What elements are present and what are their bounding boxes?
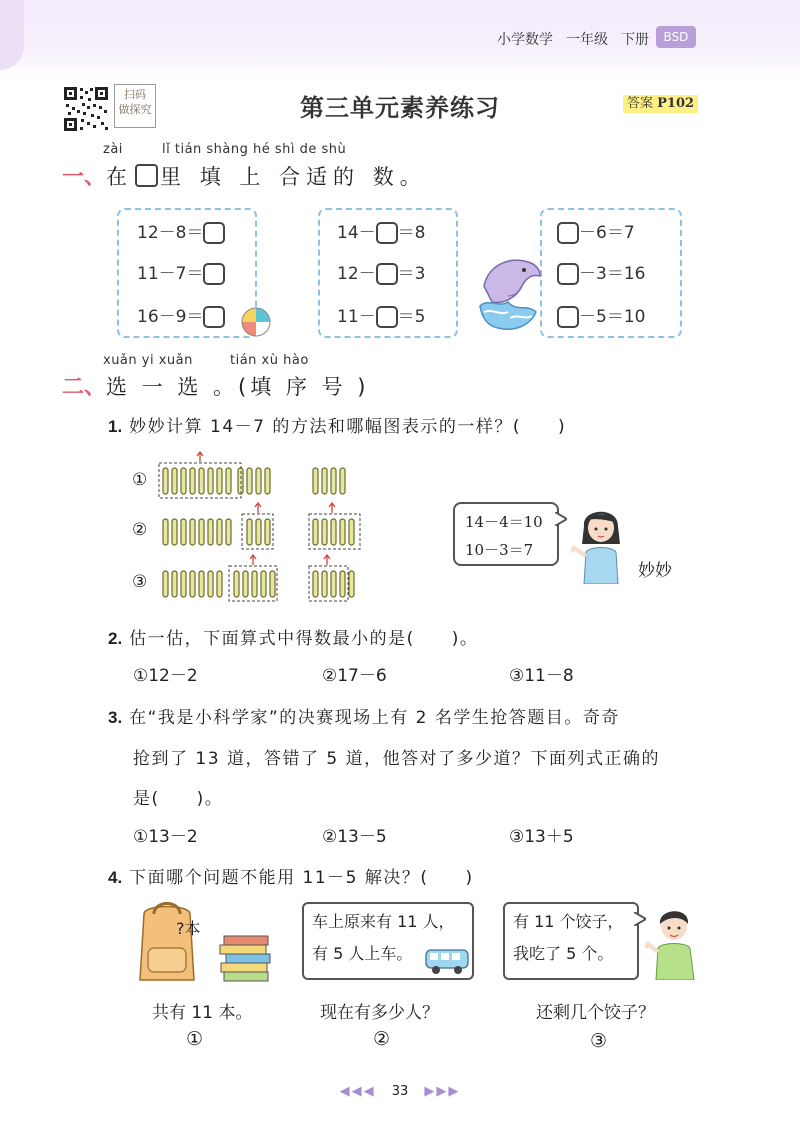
stick-row-2 — [163, 503, 360, 549]
equation: 11－7＝ — [137, 259, 225, 285]
option-label[interactable]: ②13－5 — [322, 827, 387, 847]
equation: －3＝16 — [557, 259, 645, 285]
page-number: 33 — [391, 1084, 409, 1099]
caption-3: 还剩几个饺子？ — [536, 1003, 655, 1023]
character-name: 妙妙 — [638, 561, 672, 581]
equation: －5＝10 — [557, 302, 645, 328]
bus-icon — [424, 948, 470, 976]
option-label[interactable]: ①12－2 — [133, 666, 198, 686]
caption-2: 现在有多少人？ — [320, 1003, 439, 1023]
question-card-3: 有 11 个饺子， 我吃了 5 个。 — [503, 902, 639, 980]
question-2: 2. 估一估，下面算式中得数最小的是( )。 — [108, 629, 479, 649]
question-3-line3: 是( )。 — [133, 789, 224, 809]
stick-row-1 — [159, 452, 345, 498]
option-label[interactable]: ② — [132, 520, 148, 540]
pinyin-zai: zài — [103, 142, 123, 157]
equation: 16－9＝ — [137, 302, 225, 328]
pinyin-section1: lǐ tián shàng hé shì de shù — [162, 142, 347, 157]
equation: 11－ ＝5 — [337, 307, 426, 327]
option-label[interactable]: ②17－6 — [322, 666, 387, 686]
girl-icon — [570, 500, 632, 584]
answer-box[interactable] — [557, 222, 579, 244]
speech-bubble: 14－4＝10 10－3＝7 — [453, 502, 559, 566]
backpack-books-icon — [128, 902, 274, 986]
bubble-tail — [555, 512, 567, 526]
header-volume: 下册 — [621, 32, 649, 48]
header-subject: 小学数学 — [497, 32, 553, 48]
equation: －6＝7 — [557, 218, 635, 244]
stick-row-3 — [163, 555, 354, 601]
answer-box[interactable] — [376, 263, 398, 285]
answer-box[interactable] — [557, 263, 579, 285]
question-3: 3. 在“我是小科学家”的决赛现场上有 2 名学生抢答题目。奇奇 — [108, 708, 620, 728]
option-label[interactable]: ② — [373, 1028, 391, 1050]
answer-box[interactable] — [203, 306, 225, 328]
dolphin-icon — [474, 246, 546, 336]
header-grade: 一年级 — [566, 32, 608, 48]
page-footer — [0, 1084, 800, 1099]
section1-heading: 一、在 里 填 上 合适的 数。 — [62, 165, 427, 190]
answer-box[interactable] — [203, 263, 225, 285]
section2-number: 二、 — [62, 375, 107, 400]
option-label[interactable]: ① — [186, 1028, 204, 1050]
pinyin-section2b: tián xù hào — [230, 353, 309, 368]
option-label[interactable]: ①13－2 — [133, 827, 198, 847]
question-1: 1. 妙妙计算 14－7 的方法和哪幅图表示的一样？( ) — [108, 417, 567, 437]
box-icon — [135, 164, 158, 187]
question-4: 4. 下面哪个问题不能用 11－5 解决？( ) — [108, 868, 474, 888]
answer-box[interactable] — [557, 306, 579, 328]
next-arrows-icon[interactable]: ▶▶▶ — [424, 1084, 461, 1099]
equation: 12－ ＝3 — [337, 264, 426, 284]
answer-box[interactable] — [203, 222, 225, 244]
beach-ball-icon — [240, 306, 272, 338]
equation: 14－ ＝8 — [337, 223, 426, 243]
question-3-line2: 抢到了 13 道，答错了 5 道，他答对了多少道？下面列式正确的 — [133, 749, 661, 769]
option-label[interactable]: ③ — [590, 1030, 608, 1052]
answer-box[interactable] — [376, 222, 398, 244]
caption-1: 共有 11 本。 — [152, 1003, 253, 1023]
page-title: 第三单元素养练习 — [300, 94, 500, 122]
option-label[interactable]: ③ — [132, 572, 148, 592]
option-label[interactable]: ③11－8 — [509, 666, 574, 686]
bag-label: ?本 — [176, 919, 201, 938]
equation: 12－8＝ — [137, 218, 225, 244]
answer-badge[interactable]: 答案 P102 — [623, 95, 698, 113]
stick-diagrams — [155, 448, 375, 608]
section1-number: 一、 — [62, 165, 107, 190]
option-label[interactable]: ① — [132, 470, 148, 490]
answer-box[interactable] — [376, 306, 398, 328]
option-label[interactable]: ③13＋5 — [509, 827, 574, 847]
section2-heading: 二、选 一 选 。(填 序 号 ) — [62, 375, 370, 400]
boy-icon — [644, 904, 700, 980]
question-card-2: 车上原来有 11 人， 有 5 人上车。 — [302, 902, 474, 980]
edition-badge: BSD — [656, 26, 696, 48]
pinyin-section2a: xuǎn yi xuǎn — [103, 353, 193, 368]
scan-label: 扫码 做探究 — [114, 84, 156, 128]
prev-arrows-icon[interactable]: ◀◀◀ — [339, 1084, 376, 1099]
